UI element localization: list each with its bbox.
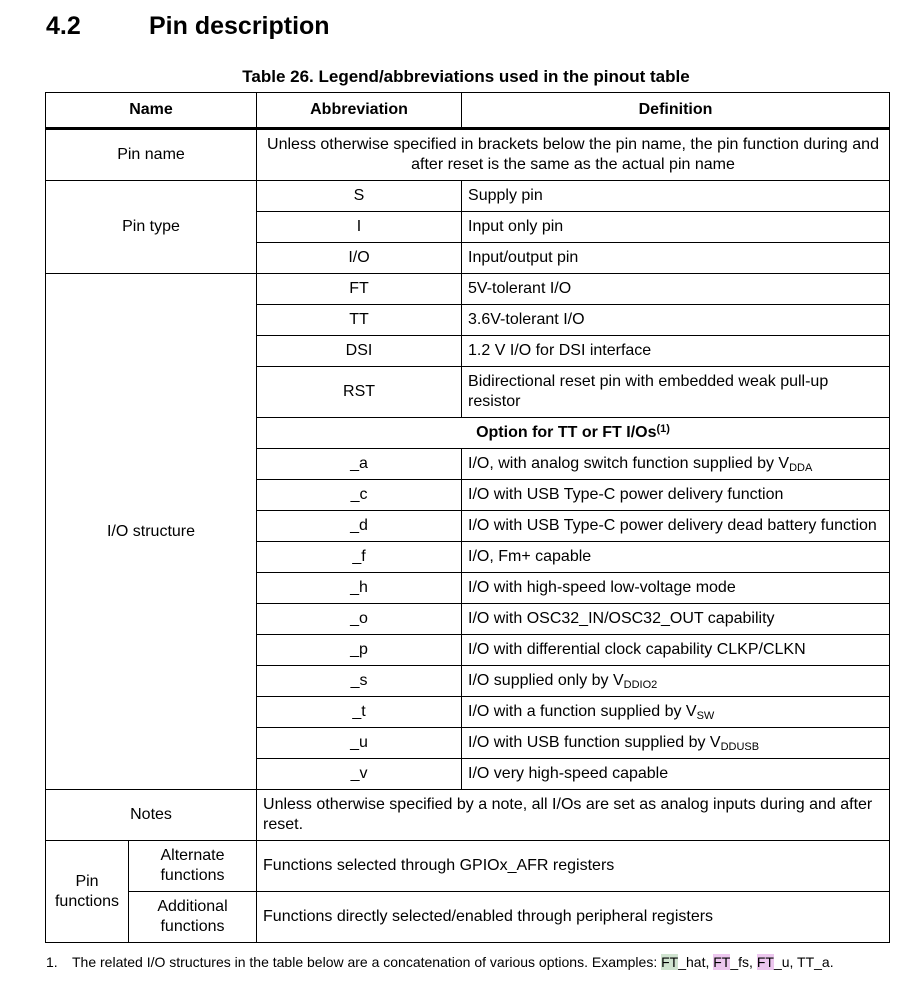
abbreviation-cell: _f [257,542,462,573]
definition-text: I/O supplied only by V [468,672,624,689]
definition-cell: I/O with USB Type-C power delivery function [462,480,890,511]
example-ft-highlight: FT [661,954,679,970]
subscript: DDA [789,462,813,474]
abbreviation-cell: S [257,181,462,212]
abbreviation-cell: I/O [257,243,462,274]
abbreviation-cell: RST [257,367,462,418]
table-caption: Table 26. Legend/abbreviations used in the pinout table [242,67,690,86]
section-heading [46,12,330,41]
table-row [46,129,890,181]
table-header-row [46,93,890,129]
subscript: SW [696,710,715,722]
footnote-number: 1. [46,954,58,970]
definition-cell [462,449,890,480]
table-row [46,790,890,841]
example-suffix: _fs, [730,954,757,970]
table-row [46,892,890,943]
abbreviation-cell: _a [257,449,462,480]
footnote [46,954,834,970]
example-ft-highlight: FT [756,954,774,970]
definition-cell: I/O with USB Type-C power delivery dead battery function [462,511,890,542]
row-name: Pin name [46,129,257,181]
section-title: Pin description [149,12,330,40]
definition-cell [462,728,890,759]
definition-cell: I/O with high-speed low-voltage mode [462,573,890,604]
table-row [46,274,890,305]
example-ft-highlight: FT [713,954,731,970]
abbreviation-cell: TT [257,305,462,336]
definition-cell: Input/output pin [462,243,890,274]
definition-cell: Bidirectional reset pin with embedded weak pull-up resistor [462,367,890,418]
definition-cell: 5V-tolerant I/O [462,274,890,305]
abbreviation-cell: _d [257,511,462,542]
table-row [46,841,890,892]
pinout-legend-table [45,92,890,943]
abbreviation-cell: DSI [257,336,462,367]
row-name: I/O structure [46,274,257,790]
option-header-text: Option for TT or FT I/Os [476,424,657,441]
abbreviation-cell: _s [257,666,462,697]
abbreviation-cell: _h [257,573,462,604]
header-definition: Definition [462,93,890,129]
row-name: Pin functions [46,841,129,943]
footnote-text: The related I/O structures in the table below are a concatenation of various options. Examples: [72,954,662,970]
header-name: Name [46,93,257,129]
definition-text: I/O with a function supplied by V [468,703,697,720]
definition-text: I/O, with analog switch function supplied by V [468,455,790,472]
sub-name-cell: Additional functions [129,892,257,943]
header-abbreviation: Abbreviation [257,93,462,129]
row-definition: Unless otherwise specified by a note, all I/Os are set as analog inputs during and after reset. [257,790,890,841]
table-row [46,181,890,212]
definition-cell: 3.6V-tolerant I/O [462,305,890,336]
abbreviation-cell: _o [257,604,462,635]
row-definition: Functions selected through GPIOx_AFR registers [257,841,890,892]
abbreviation-cell: FT [257,274,462,305]
definition-text: I/O with USB function supplied by V [468,734,721,751]
example-suffix: _u, TT_a. [773,954,834,970]
abbreviation-cell: I [257,212,462,243]
definition-cell [462,666,890,697]
abbreviation-cell: _t [257,697,462,728]
example-suffix: _hat, [678,954,714,970]
row-definition: Functions directly selected/enabled through peripheral registers [257,892,890,943]
abbreviation-cell: _v [257,759,462,790]
definition-cell: I/O with differential clock capability CLKP/CLKN [462,635,890,666]
definition-cell: Input only pin [462,212,890,243]
definition-cell: I/O with OSC32_IN/OSC32_OUT capability [462,604,890,635]
section-number: 4.2 [46,12,81,40]
subscript: DDIO2 [623,679,658,691]
definition-cell: Supply pin [462,181,890,212]
option-header-cell [257,418,890,449]
row-name: Pin type [46,181,257,274]
definition-cell [462,697,890,728]
footnote-ref: (1) [656,423,670,435]
abbreviation-cell: _c [257,480,462,511]
definition-cell: I/O, Fm+ capable [462,542,890,573]
row-name: Notes [46,790,257,841]
definition-cell: 1.2 V I/O for DSI interface [462,336,890,367]
sub-name-cell: Alternate functions [129,841,257,892]
abbreviation-cell: _p [257,635,462,666]
definition-cell: I/O very high-speed capable [462,759,890,790]
row-definition: Unless otherwise specified in brackets below the pin name, the pin function during and after reset is the same as the actual pin name [257,129,890,181]
subscript: DDUSB [720,741,760,753]
abbreviation-cell: _u [257,728,462,759]
